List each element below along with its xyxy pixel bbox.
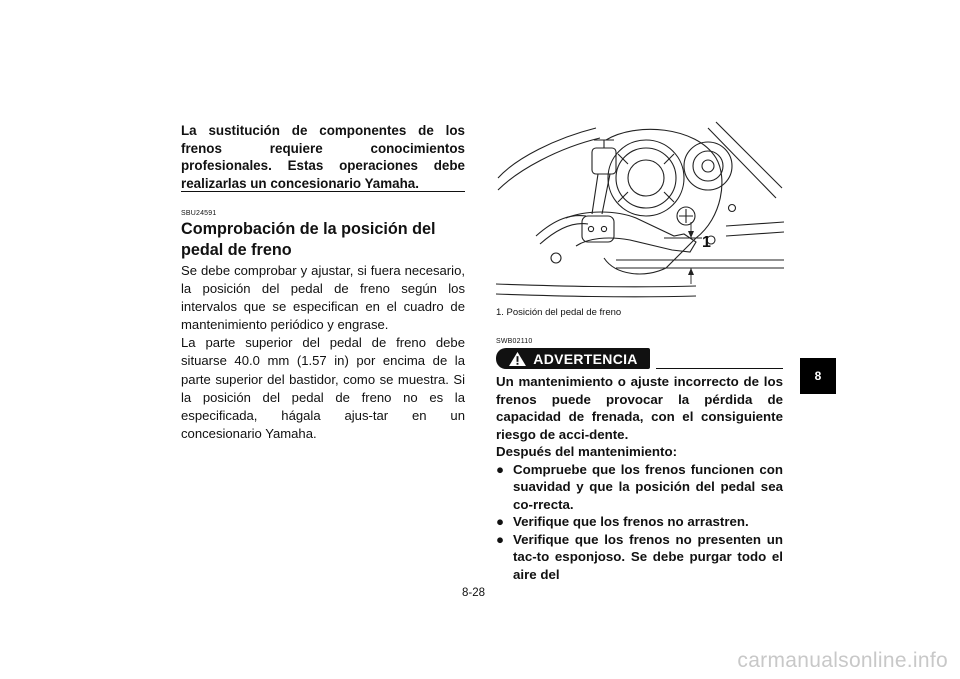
list-item: ● Verifique que los frenos no arrastren. [496,514,749,529]
warning-divider [656,368,783,369]
figure-callout-1: 1 [702,234,711,251]
warning-bullet-list [496,461,783,584]
warning-triangle-icon [508,351,527,367]
chapter-tab: 8 [800,358,836,394]
warning-label [496,348,650,369]
brake-pedal-illustration [496,118,784,306]
list-item: ● Compruebe que los frenos funcionen con suavidad y que la posición del pedal sea co-rrecta. [496,461,783,512]
section-code: SBU24591 [181,210,217,217]
section-paragraph-2: La parte superior del pedal de freno debe situarse 40.0 mm (1.57 in) por encima de la parte superior del bastidor, como se muestra. Si la posición del pedal de freno no es la especificada, hágala ajus-tar en un concesionario Yamaha. [181,335,465,441]
intro-notice: La sustitución de componentes de los frenos requiere conocimientos profesionales. Estas operaciones debe realizarlas un concesionario Yamaha. [181,123,465,191]
notice-divider [181,191,465,192]
warning-subheading: Después del mantenimiento: [496,444,678,459]
warning-code: SWB02110 [496,338,533,345]
warning-body [496,373,783,583]
list-item: ● Verifique que los frenos no presenten un tac-to esponjoso. Se debe purgar todo el aire del [496,531,783,582]
warning-label-text: ADVERTENCIA [533,350,638,367]
figure-caption: 1. Posición del pedal de freno [496,307,622,318]
bullet-icon: ● [496,514,505,529]
section-title: Comprobación de la posición del pedal de freno [181,220,436,259]
section-paragraph-1: Se debe comprobar y ajustar, si fuera necesario, la posición del pedal de freno según los intervalos que se especifican en el cuadro de mantenimiento periódico y engrase. [181,263,465,333]
bullet-icon: ● [496,531,505,547]
warning-text: Un mantenimiento o ajuste incorrecto de los frenos puede provocar la pérdida de capacidad de frenada, con el consiguiente riesgo de acci-dente. [496,374,783,442]
watermark: carmanualsonline.info [737,649,948,672]
bullet-icon: ● [496,461,505,477]
page-number: 8-28 [462,587,486,599]
section-body [181,262,465,443]
